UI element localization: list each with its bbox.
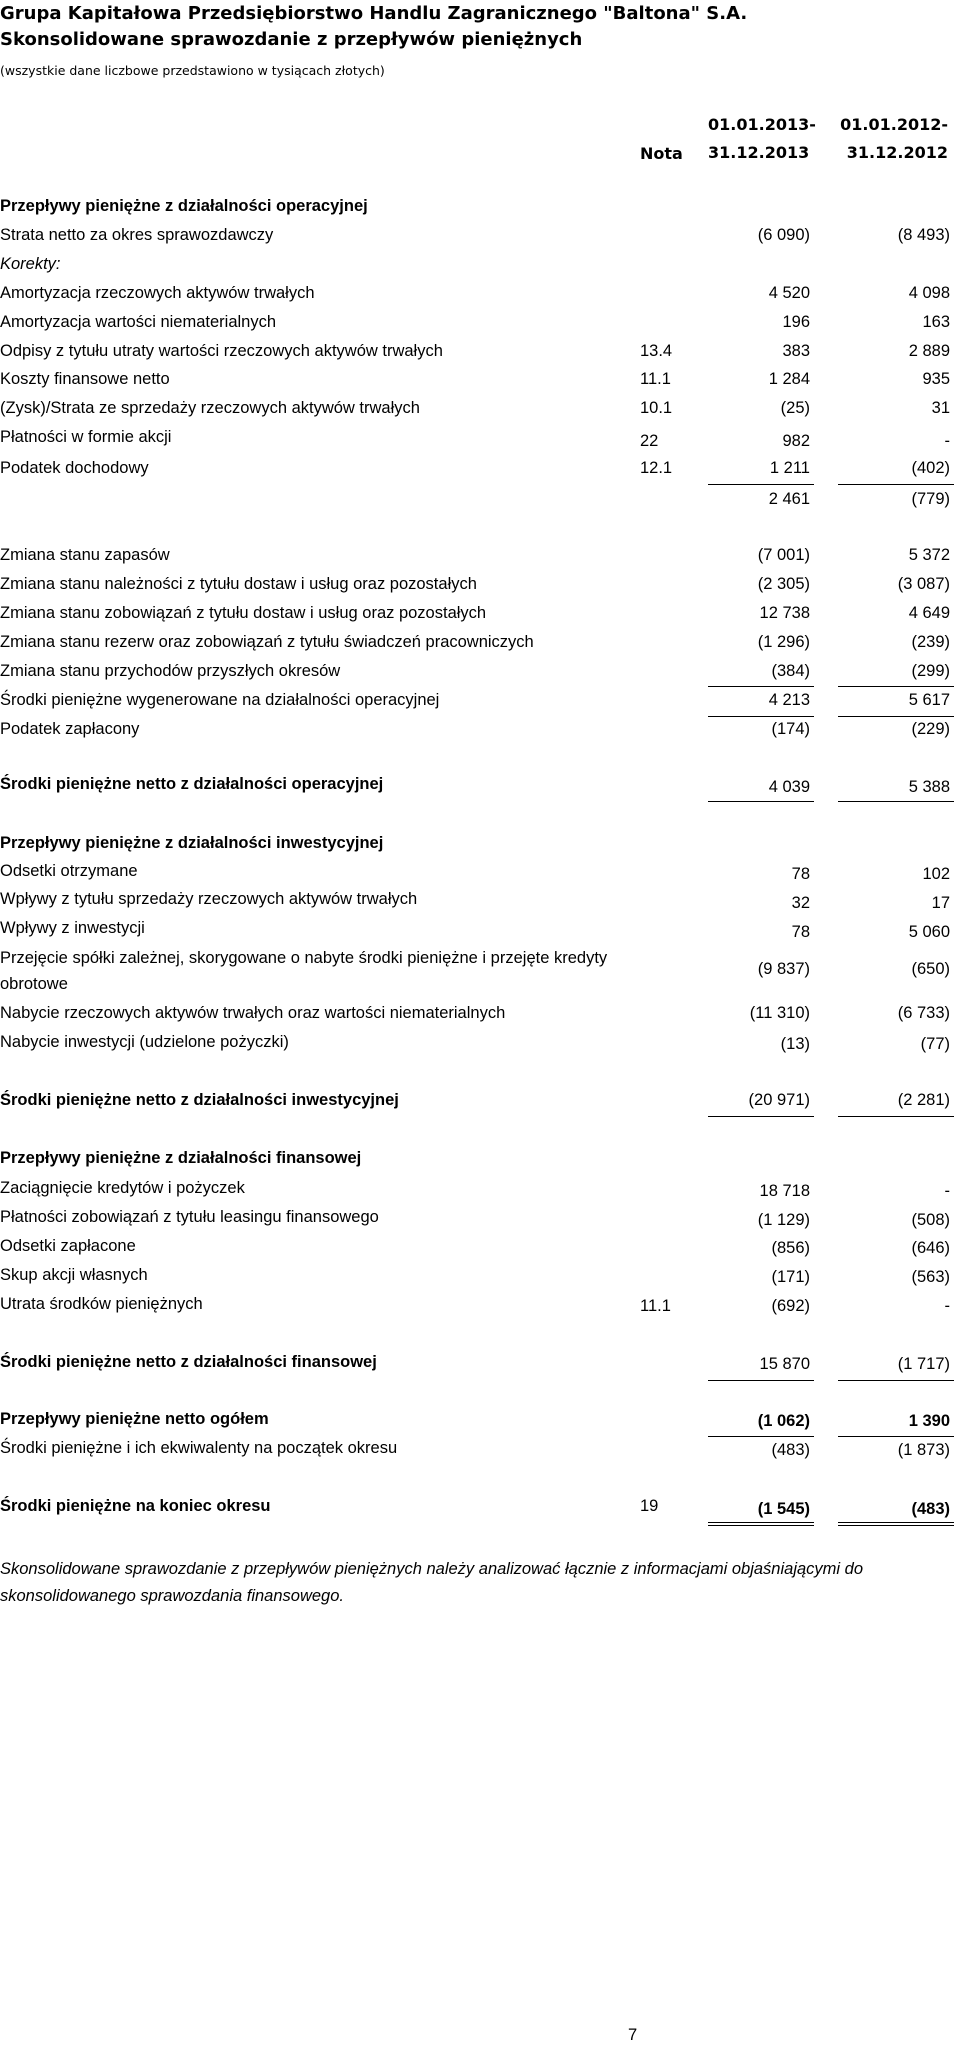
footnote: Skonsolidowane sprawozdanie z przepływów pieniężnych należy analizować łącznie z informacjami objaśniającymi do skonsolidowanego sprawozdania finansowego.: [0, 1560, 864, 1605]
subtotal-rule-2013: [708, 716, 814, 717]
table-row: Płatności zobowiązań z tytułu leasingu finansowego (1 129) (508): [0, 1208, 950, 1229]
total-row-closing-cash: Środki pieniężne na koniec okresu 19 (1 545) (483): [0, 1497, 950, 1518]
page-number: 7: [628, 2026, 638, 2044]
units-note: (wszystkie dane liczbowe przedstawiono w tysiącach złotych): [0, 63, 385, 78]
company-name: Grupa Kapitałowa Przedsiębiorstwo Handlu Zagranicznego "Baltona" S.A.: [0, 3, 748, 24]
table-row: Wpływy z inwestycji 78 5 060: [0, 919, 950, 941]
table-row: Zmiana stanu należności z tytułu dostaw i usług oraz pozostałych (2 305) (3 087): [0, 575, 950, 593]
total-rule-2012: [838, 801, 954, 802]
total-row-operating: Środki pieniężne netto z działalności operacyjnej 4 039 5 388: [0, 775, 950, 796]
table-row: Odsetki zapłacone (856) (646): [0, 1237, 950, 1257]
period-2013-start: 01.01.2013-: [708, 115, 816, 134]
section-heading-financing: Przepływy pieniężne z działalności finansowej: [0, 1149, 362, 1167]
table-row: Nabycie inwestycji (udzielone pożyczki) (13) (77): [0, 1033, 950, 1053]
section-heading-investing: Przepływy pieniężne z działalności inwestycyjnej: [0, 834, 384, 852]
table-row: Skup akcji własnych (171) (563): [0, 1266, 950, 1286]
table-row: Nabycie rzeczowych aktywów trwałych oraz wartości niematerialnych (11 310) (6 733): [0, 1004, 950, 1022]
total-rule-2013: [708, 1116, 814, 1117]
period-2013-end: 31.12.2013: [708, 143, 810, 162]
subtotal-rule-2012: [838, 484, 954, 485]
table-row: Zmiana stanu zapasów (7 001) 5 372: [0, 546, 950, 564]
period-2013-header: [708, 111, 816, 167]
table-row: Podatek zapłacony (174) (229): [0, 720, 950, 738]
multiline-label: Przejęcie spółki zależnej, skorygowane o nabyte środki pieniężne i przejęte kredyty obrotowe: [0, 949, 608, 993]
table-row: Amortyzacja rzeczowych aktywów trwałych 4 520 4 098: [0, 284, 950, 302]
subtotal-rule-2013: [708, 686, 814, 687]
table-row: (Zysk)/Strata ze sprzedaży rzeczowych aktywów trwałych 10.1 (25) 31: [0, 399, 950, 417]
table-row: Strata netto za okres sprawozdawczy (6 090) (8 493): [0, 226, 950, 244]
subtotal-rule-2013: [708, 484, 814, 485]
nota-column-header: Nota: [640, 144, 683, 163]
total-rule-2012: [838, 1380, 954, 1381]
total-row-net-cash-flow: Przepływy pieniężne netto ogółem (1 062) 1 390: [0, 1410, 950, 1430]
total-rule-2013: [708, 801, 814, 802]
section-heading-operating: Przepływy pieniężne z działalności operacyjnej: [0, 197, 368, 215]
total-row-investing: Środki pieniężne netto z działalności inwestycyjnej (20 971) (2 281): [0, 1091, 950, 1109]
closing-rule-2012: [838, 1522, 954, 1523]
table-row: Zaciągnięcie kredytów i pożyczek 18 718 -: [0, 1179, 950, 1200]
table-row: Zmiana stanu zobowiązań z tytułu dostaw i usług oraz pozostałych 12 738 4 649: [0, 604, 950, 622]
period-2012-start: 01.01.2012-: [840, 115, 948, 134]
table-row: Amortyzacja wartości niematerialnych 196 163: [0, 313, 950, 331]
table-row: Odsetki otrzymane 78 102: [0, 862, 950, 883]
subtotal-rule-2012: [838, 716, 954, 717]
table-row: Koszty finansowe netto 11.1 1 284 935: [0, 370, 950, 388]
table-row: Płatności w formie akcji 22 982 -: [0, 428, 950, 450]
table-row: Utrata środków pieniężnych 11.1 (692) -: [0, 1295, 950, 1315]
table-row: Wpływy z tytułu sprzedaży rzeczowych aktywów trwałych 32 17: [0, 890, 950, 912]
table-row: Zmiana stanu przychodów przyszłych okresów (384) (299): [0, 662, 950, 680]
closing-double-rule-2012: [838, 1525, 954, 1526]
table-row: Środki pieniężne i ich ekwiwalenty na początek okresu (483) (1 873): [0, 1439, 950, 1459]
total-rule-2013: [708, 1380, 814, 1381]
subtotal-row: 2 461 (779): [768, 490, 950, 508]
total-row-financing: Środki pieniężne netto z działalności finansowej 15 870 (1 717): [0, 1353, 950, 1373]
table-row: (9 837) (650): [757, 960, 950, 978]
statement-title: Skonsolidowane sprawozdanie z przepływów pieniężnych: [0, 29, 583, 50]
subtotal-rule-2012: [838, 686, 954, 687]
period-2012-header: [838, 111, 948, 167]
closing-rule-2013: [708, 1522, 814, 1523]
period-2012-end: 31.12.2012: [846, 143, 948, 162]
table-row: Odpisy z tytułu utraty wartości rzeczowych aktywów trwałych 13.4 383 2 889: [0, 342, 950, 360]
table-row: Zmiana stanu rezerw oraz zobowiązań z tytułu świadczeń pracowniczych (1 296) (239): [0, 633, 950, 651]
adjustments-label: Korekty:: [0, 255, 61, 273]
table-row: Środki pieniężne wygenerowane na działalności operacyjnej 4 213 5 617: [0, 691, 950, 709]
total-rule-2012: [838, 1116, 954, 1117]
closing-double-rule-2013: [708, 1525, 814, 1526]
table-row: Podatek dochodowy 12.1 1 211 (402): [0, 459, 950, 477]
